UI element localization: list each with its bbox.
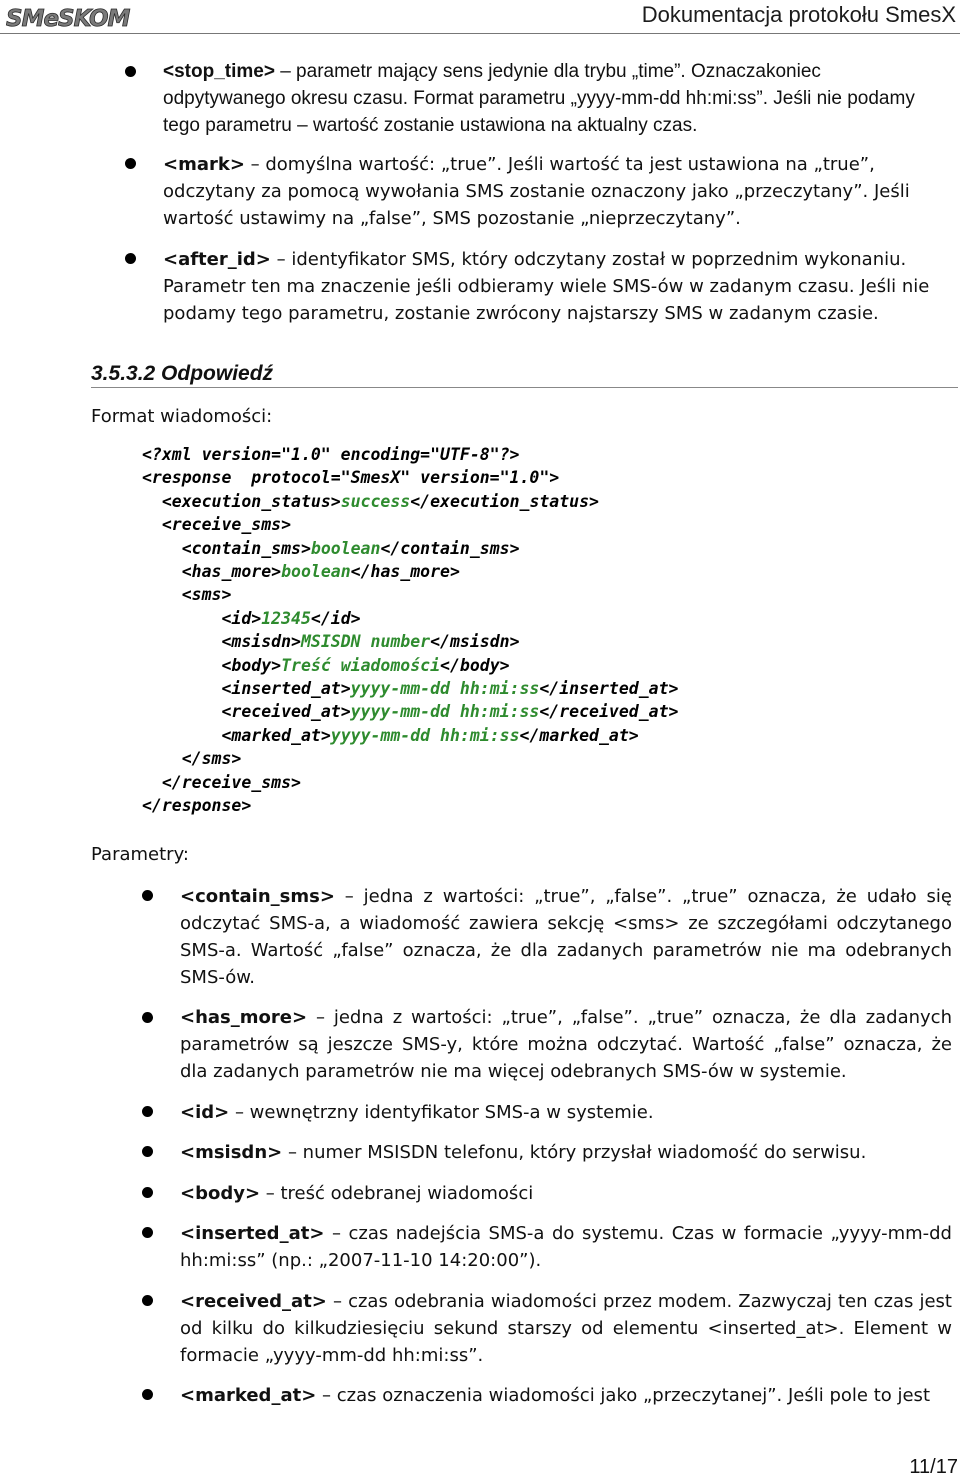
heading-divider — [91, 387, 958, 388]
xml-value: success — [340, 491, 411, 511]
params-label: Parametry: — [91, 844, 189, 865]
param-stop-time — [163, 58, 943, 139]
header-divider — [0, 33, 960, 34]
param-tag: <marked_at> — [180, 1385, 317, 1406]
xml-value: yyyy-mm-dd hh:mi:ss — [330, 725, 520, 745]
bullet-icon — [142, 1146, 153, 1157]
xml-value: boolean — [281, 562, 351, 582]
bullet-icon — [142, 890, 153, 901]
bullet-icon — [125, 66, 136, 77]
param-tag: <stop_time> — [163, 61, 275, 82]
page-header — [0, 0, 960, 34]
param-description: – czas oznaczenia wiadomości jako „przeczytanej”. Jeśli pole to jest — [316, 1385, 930, 1406]
xml-code-sample: <?xml version="1.0" encoding="UTF-8"?> <response protocol="SmesX" version="1.0"> <execution_status>success</execution_status> <receive_sms> <contain_sms>boolean</contain_sms> <has_more>boolean</has_more> <sms> <id>12345</id> <msisdn>MSISDN number</msisdn> <body>Treść wiadomości</body> <inserted_at>yyyy-mm-dd hh:mi:ss</inserted_at> <received_at>yyyy-mm-dd hh:mi:ss</received_at> <marked_at>yyyy-mm-dd hh:mi:ss</marked_at> </sms> </receive_sms> </response> — [142, 445, 679, 816]
svg-text:SMeSKOM: SMeSKOM — [6, 6, 130, 32]
param-tag: <id> — [180, 1102, 230, 1123]
bullet-icon — [142, 1106, 153, 1117]
document-title: Dokumentacja protokołu SmesX — [641, 2, 956, 27]
bullet-icon — [142, 1227, 153, 1238]
param-tag: <msisdn> — [180, 1142, 283, 1163]
param-description: – identyfikator SMS, który odczytany został w poprzednim wykonaniu. Parametr ten ma znaczenie jeśli odbieramy wiele SMS-ów w zadanym czasu. Jeśli nie podamy tego parametru, zostanie zwrócony najstarszy SMS w zadanym czasie. — [163, 249, 930, 324]
param-description: – domyślna wartość: „true”. Jeśli wartość ta jest ustawiona na „true”, odczytany za pomocą wywołania SMS zostanie oznaczony jako „przeczytany”. Jeśli wartość ustawimy na „false”, SMS pozostanie „nieprzeczytany”. — [163, 154, 910, 229]
page-number: 11/17 — [909, 1456, 958, 1478]
param-tag: <contain_sms> — [180, 886, 335, 907]
param-description: – wewnętrzny identyfikator SMS-a w systemie. — [229, 1102, 654, 1123]
param-description: – numer MSISDN telefonu, który przysłał wiadomość do serwisu. — [282, 1142, 867, 1163]
bullet-icon — [125, 253, 136, 264]
bullet-icon — [142, 1389, 153, 1400]
param-description: – parametr mający sens jedynie dla trybu „time”. Oznaczakoniec odpytywanego okresu czasu. Format parametru „yyyy-mm-dd hh:mi:ss”. Jeśli nie podamy tego parametru – wartość zostanie ustawiona na aktualny czas. — [163, 61, 915, 136]
param-description: – jedna z wartości: „true”, „false”. „true” oznacza, że udało się odczytać SMS-a, a wiadomość zawiera sekcję <sms> ze szczegółami odczytanego SMS-a. Wartość „false” oznacza, że dla zadanych parametrów nie ma odebranych SMS-ów. — [180, 886, 952, 988]
param-description: – czas nadejścia SMS-a do systemu. Czas w formacie „yyyy-mm-dd hh:mi:ss” (np.: „2007-11-10 14:20:00”). — [180, 1223, 952, 1271]
param-tag: <received_at> — [180, 1291, 327, 1312]
param-inserted-at — [180, 1220, 952, 1274]
xml-value: MSISDN number — [300, 632, 431, 652]
xml-line: <?xml version="1.0" encoding="UTF-8"?> — [142, 445, 520, 464]
param-msisdn — [180, 1139, 952, 1166]
param-after-id — [163, 246, 958, 327]
param-body — [180, 1180, 952, 1207]
bullet-icon — [142, 1012, 153, 1023]
param-received-at — [180, 1288, 952, 1369]
smeskom-logo — [4, 2, 164, 32]
param-description: – jedna z wartości: „true”, „false”. „true” oznacza, że dla zadanych parametrów są jeszcze SMS-y, które można odczytać. Wartość „false” oznacza, że dla zadanych parametrów nie ma więcej odebranych SMS-ów w systemie. — [180, 1007, 952, 1082]
param-tag: <mark> — [163, 154, 245, 175]
param-id — [180, 1099, 952, 1126]
xml-value: 12345 — [261, 608, 311, 628]
param-tag: <inserted_at> — [180, 1223, 325, 1244]
param-marked-at — [180, 1382, 960, 1409]
bullet-icon — [142, 1187, 153, 1198]
param-tag: <body> — [180, 1183, 261, 1204]
bullet-icon — [142, 1295, 153, 1306]
bullet-icon — [125, 158, 136, 169]
param-has-more — [180, 1004, 952, 1085]
xml-value: boolean — [310, 538, 381, 558]
param-tag: <has_more> — [180, 1007, 308, 1028]
format-label: Format wiadomości: — [91, 406, 273, 427]
param-tag: <after_id> — [163, 249, 271, 270]
xml-value: yyyy-mm-dd hh:mi:ss — [350, 702, 540, 722]
section-heading: 3.5.3.2 Odpowiedź — [91, 362, 274, 385]
param-description: – czas odebrania wiadomości przez modem. Zazwyczaj ten czas jest od kilku do kilkudziesięciu sekund starszy od elementu <inserted_at>. Element w formacie „yyyy-mm-dd hh:mi:ss”. — [180, 1291, 952, 1366]
param-contain-sms — [180, 883, 952, 991]
param-mark — [163, 151, 958, 232]
xml-value: yyyy-mm-dd hh:mi:ss — [350, 679, 540, 699]
param-description: – treść odebranej wiadomości — [260, 1183, 534, 1204]
xml-value: Treść wiadomości — [281, 655, 441, 675]
xml-line: <response protocol="SmesX" version="1.0"> — [142, 468, 560, 488]
